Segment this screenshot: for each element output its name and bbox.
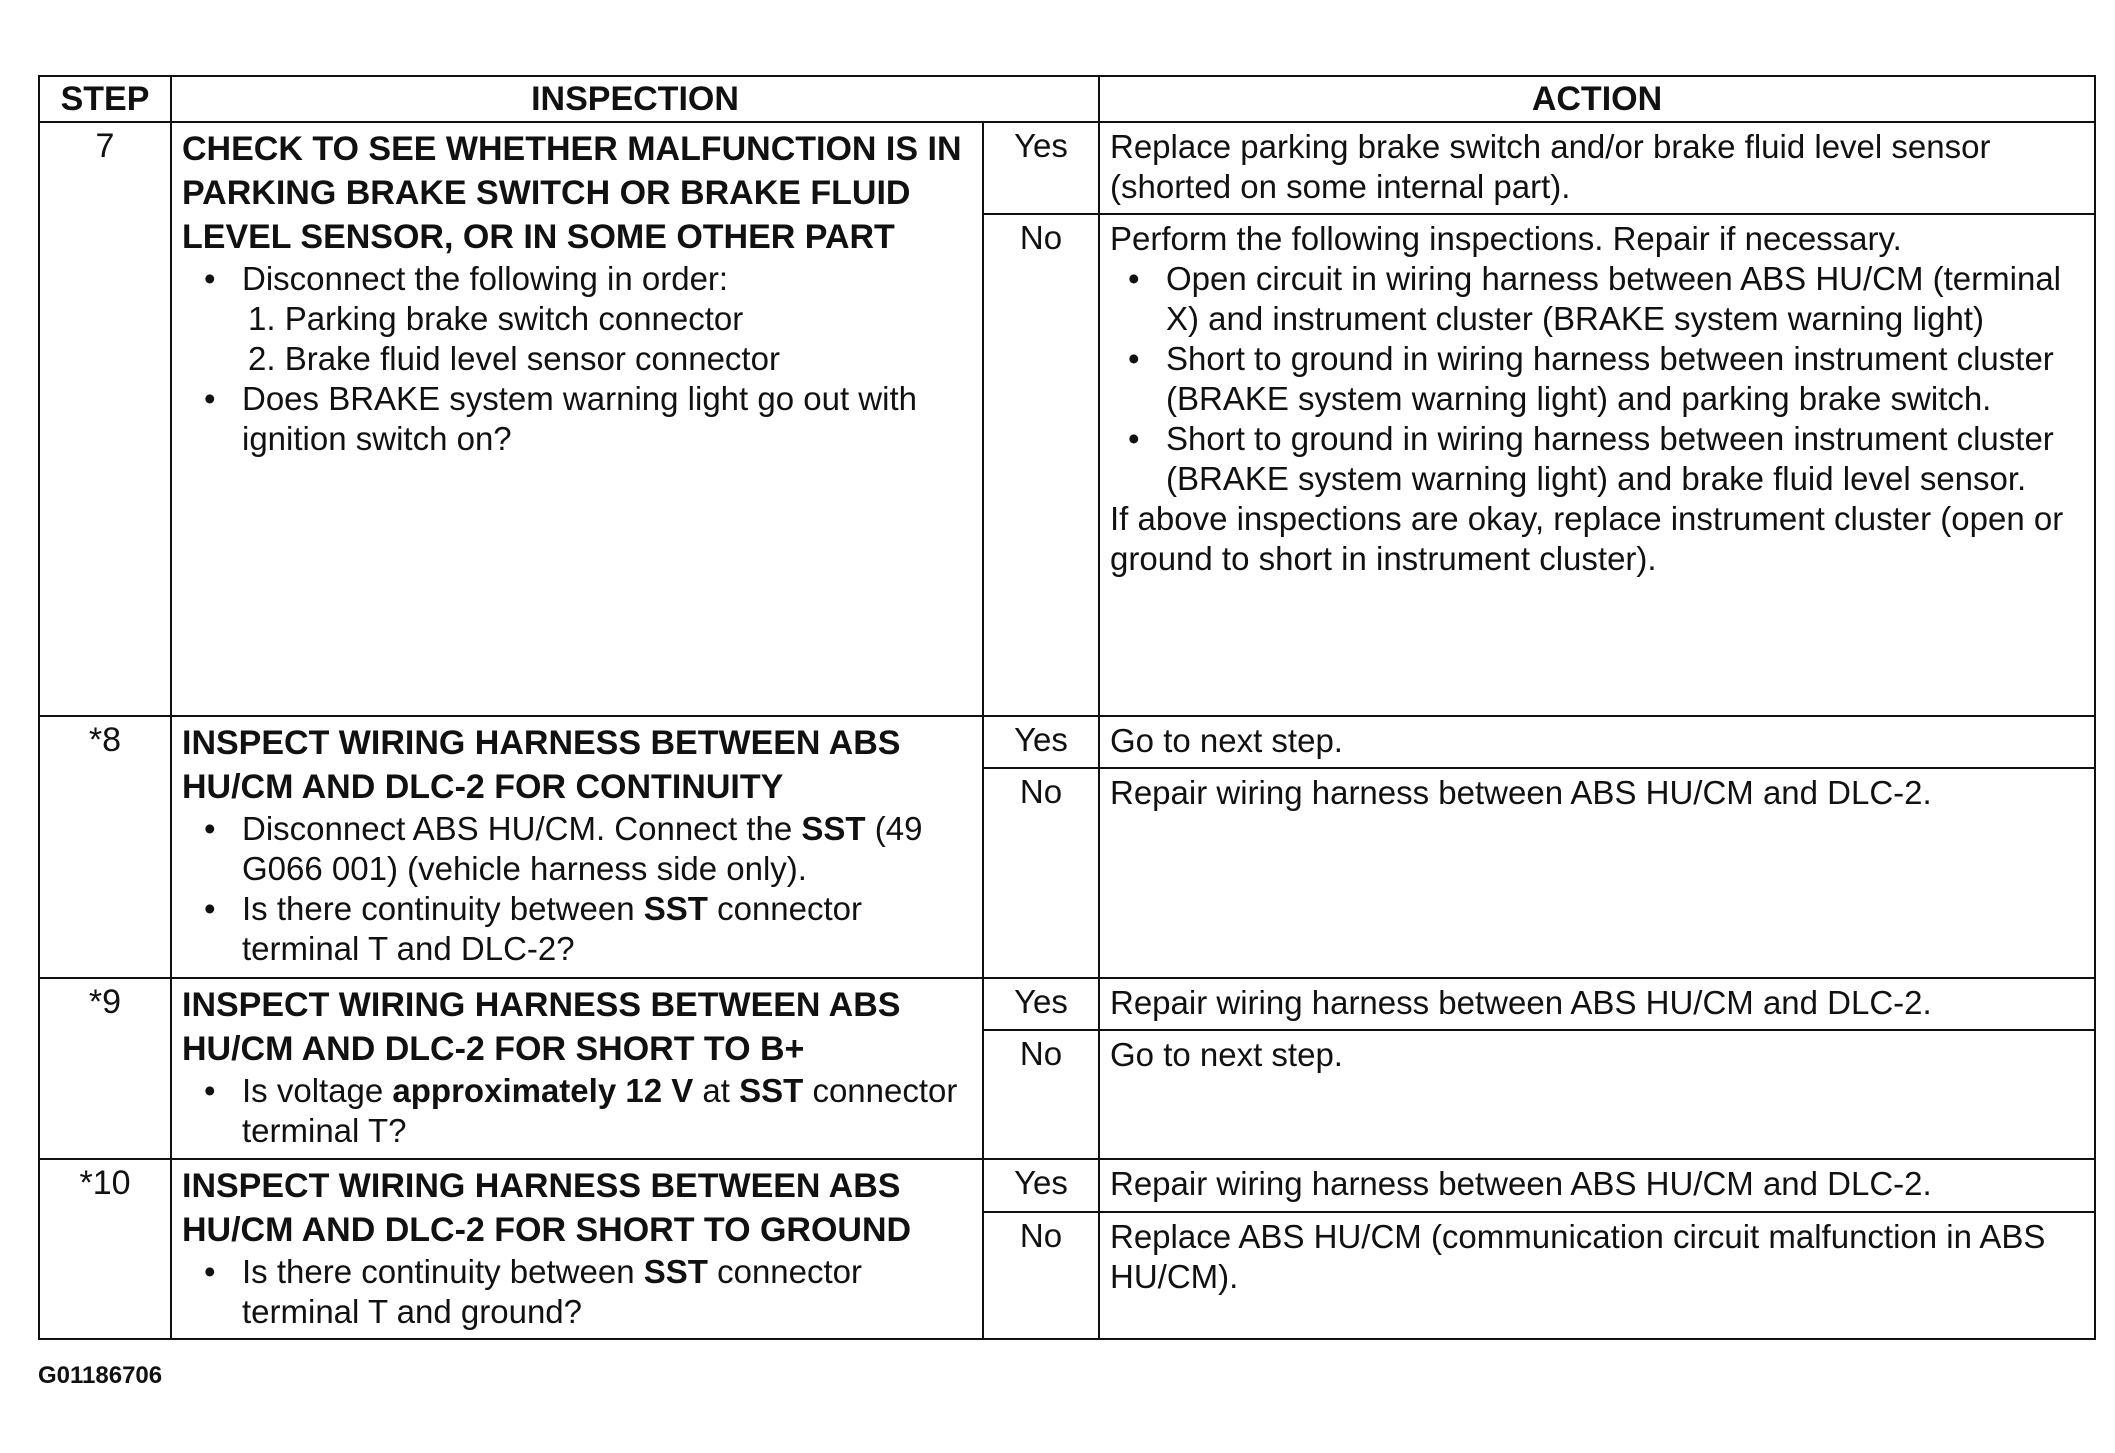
yes-action: Replace parking brake switch and/or brake fluid level sensor (shorted on some internal part). xyxy=(1099,122,2095,214)
no-action: Repair wiring harness between ABS HU/CM and DLC-2. xyxy=(1099,768,2095,979)
table-row xyxy=(39,978,2095,1030)
no-action-intro: Perform the following inspections. Repair if necessary. xyxy=(1110,220,1902,258)
yes-label: Yes xyxy=(983,1159,1099,1212)
inspection-bullets xyxy=(182,1071,972,1151)
inspection-cell xyxy=(171,122,983,715)
inspection-bullet: • Is there continuity between SST connector terminal T and DLC-2? xyxy=(242,889,972,969)
list-item: • Short to ground in wiring harness between instrument cluster (BRAKE system warning light) and parking brake switch. xyxy=(1166,339,2084,419)
inspection-bullet: • Disconnect ABS HU/CM. Connect the SST (49 G066 001) (vehicle harness side only). xyxy=(242,809,972,889)
table-row xyxy=(39,122,2095,214)
yes-action: Repair wiring harness between ABS HU/CM and DLC-2. xyxy=(1099,978,2095,1030)
header-step: STEP xyxy=(39,76,171,122)
inspection-bullets xyxy=(182,259,972,459)
no-action-list xyxy=(1110,259,2084,499)
no-label: No xyxy=(983,1030,1099,1158)
step-number: *10 xyxy=(39,1159,171,1339)
bullet-text: Disconnect the following in order: xyxy=(242,260,729,298)
inspection-bullet: • Does BRAKE system warning light go out with ignition switch on? xyxy=(242,379,972,459)
table-row xyxy=(39,1159,2095,1212)
inspection-title: INSPECT WIRING HARNESS BETWEEN ABS HU/CM AND DLC-2 FOR SHORT TO GROUND xyxy=(182,1166,912,1249)
no-action: Replace ABS HU/CM (communication circuit malfunction in ABS HU/CM). xyxy=(1099,1212,2095,1339)
header-action: ACTION xyxy=(1099,76,2095,122)
sub-item: 1. Parking brake switch connector xyxy=(248,300,744,338)
figure-id: G01186706 xyxy=(38,1362,163,1389)
inspection-title: CHECK TO SEE WHETHER MALFUNCTION IS IN PARKING BRAKE SWITCH OR BRAKE FLUID LEVEL SENSOR, OR IN SOME OTHER PART xyxy=(182,130,962,257)
inspection-cell xyxy=(171,978,983,1158)
step-number: *8 xyxy=(39,716,171,979)
inspection-bullet: • Is voltage approximately 12 V at SST connector terminal T? xyxy=(242,1071,972,1151)
no-action-outro: If above inspections are okay, replace instrument cluster (open or ground to short in instrument cluster). xyxy=(1110,500,2064,578)
list-item: • Open circuit in wiring harness between ABS HU/CM (terminal X) and instrument cluster (BRAKE system warning light) xyxy=(1166,259,2084,339)
inspection-bullet xyxy=(242,259,972,379)
sub-item: 2. Brake fluid level sensor connector xyxy=(248,340,780,378)
inspection-title: INSPECT WIRING HARNESS BETWEEN ABS HU/CM AND DLC-2 FOR CONTINUITY xyxy=(182,723,901,806)
header-row xyxy=(39,76,2095,122)
inspection-bullets xyxy=(182,1252,972,1332)
yes-label: Yes xyxy=(983,122,1099,214)
no-label: No xyxy=(983,768,1099,979)
header-inspection: INSPECTION xyxy=(171,76,1099,122)
no-action: Go to next step. xyxy=(1099,1030,2095,1158)
no-label: No xyxy=(983,1212,1099,1339)
diagnostic-table xyxy=(38,75,2096,1340)
yes-action: Repair wiring harness between ABS HU/CM and DLC-2. xyxy=(1099,1159,2095,1212)
inspection-title: INSPECT WIRING HARNESS BETWEEN ABS HU/CM AND DLC-2 FOR SHORT TO B+ xyxy=(182,986,901,1069)
step-number: *9 xyxy=(39,978,171,1158)
no-label: No xyxy=(983,214,1099,715)
step-number: 7 xyxy=(39,122,171,715)
inspection-cell xyxy=(171,716,983,979)
table-row xyxy=(39,716,2095,768)
inspection-cell xyxy=(171,1159,983,1339)
no-action xyxy=(1099,214,2095,715)
list-item: • Short to ground in wiring harness between instrument cluster (BRAKE system warning light) and brake fluid level sensor. xyxy=(1166,419,2084,499)
yes-label: Yes xyxy=(983,716,1099,768)
yes-label: Yes xyxy=(983,978,1099,1030)
yes-action: Go to next step. xyxy=(1099,716,2095,768)
inspection-bullet: • Is there continuity between SST connector terminal T and ground? xyxy=(242,1252,972,1332)
inspection-bullets xyxy=(182,809,972,969)
